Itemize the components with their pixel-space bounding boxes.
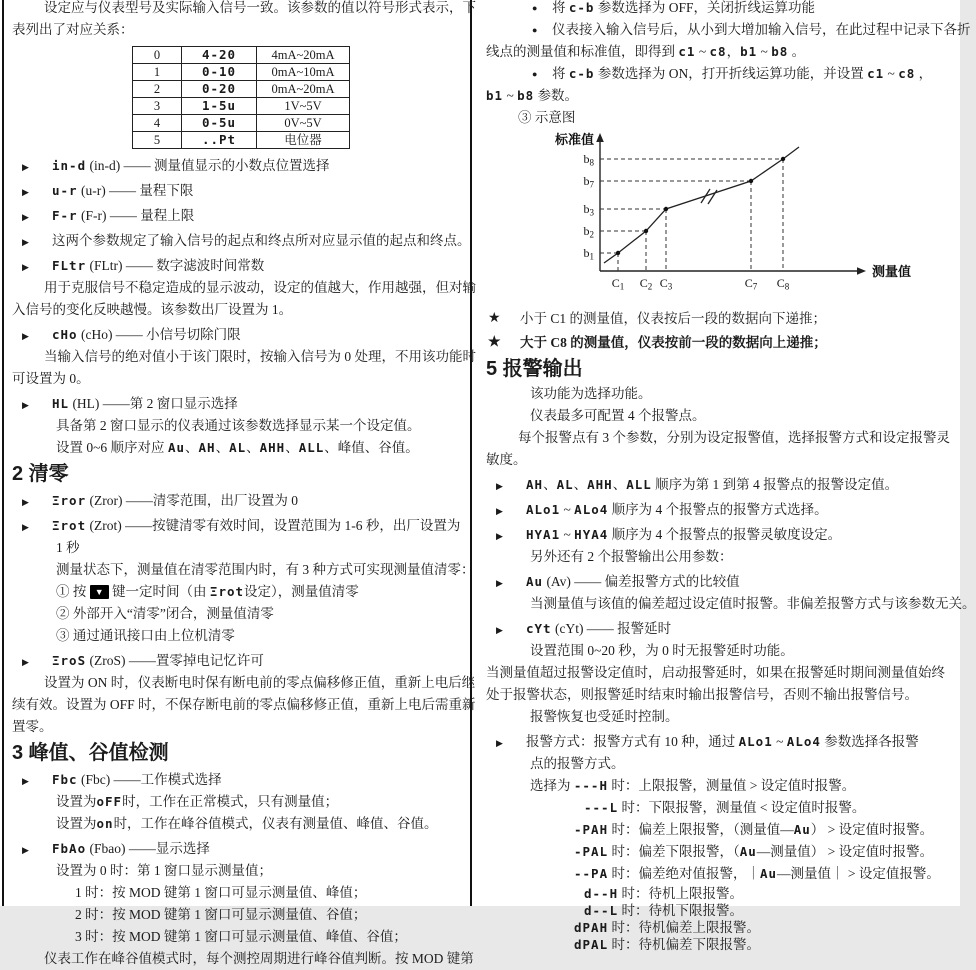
text-line: --PA 时：偏差绝对值报警，｜Au—测量值｜ > 设定值报警。: [574, 866, 940, 881]
list-item: ▶ Ξrot (Zrot) ——按键清零有效时间，设置范围为 1-6 秒，出厂设置为: [12, 515, 466, 537]
signal-symbol-cell: 1-5u: [182, 98, 257, 115]
linearization-chart: [548, 129, 958, 306]
table-cell: 0mA~10mA: [257, 64, 350, 81]
table-row: [133, 64, 350, 81]
page-left-border: [2, 0, 4, 906]
tick-label: $b_2$: [583, 224, 594, 240]
tick-label: $b_3$: [583, 202, 594, 218]
text-line: 设置为 0 时：第 1 窗口显示测量值；: [56, 863, 272, 878]
text-line: 处于报警状态，则报警延时结束时输出报警信号，否则不输出报警信号。: [486, 687, 918, 702]
text-line: 测量状态下，测量值在清零范围内时，有 3 种方式可实现测量值清零：: [56, 562, 475, 577]
text-line: 报警恢复也受延时控制。: [530, 709, 679, 724]
text-line: 置零。: [12, 719, 53, 734]
list-item: ▶ cYt (cYt) —— 报警延时: [486, 618, 958, 640]
signal-symbol-cell: 4-20: [182, 47, 257, 64]
text-line: 设置为oFF时，工作在正常模式，只有测量值；: [56, 794, 339, 809]
text-line: 可设置为 0。: [12, 371, 90, 386]
text-line: ③ 通过通讯接口由上位机清零: [56, 628, 235, 643]
text-line: b1 ~ b8 参数。: [486, 88, 579, 103]
list-item: ▶ 这两个参数规定了输入信号的起点和终点所对应显示值的起点和终点。: [12, 230, 466, 252]
text-line: 3 时：按 MOD 键第 1 窗口可显示测量值、峰值、谷值；: [75, 929, 407, 944]
text-line: 入信号的变化反映越慢。该参数出厂设置为 1。: [12, 302, 293, 317]
triangle-bullet-icon: ▶: [496, 625, 503, 635]
list-item: ● 仪表接入输入信号后，从小到大增加输入信号，在此过程中记录下各折: [486, 19, 958, 41]
table-cell: 4mA~20mA: [257, 47, 350, 64]
text-line: dPAL 时：待机偏差下限报警。: [574, 937, 760, 952]
list-item: ● 将 c-b 参数选择为 ON，打开折线运算功能，并设置 c1 ~ c8 ，: [486, 63, 958, 85]
y-axis-label: 标准值: [554, 132, 594, 147]
text-line: 当输入信号的绝对值小于该门限时，按输入信号为 0 处理，不用该功能时: [44, 349, 476, 364]
triangle-bullet-icon: ▶: [22, 400, 29, 410]
table-cell: 5: [133, 132, 182, 149]
table-row: [133, 98, 350, 115]
tick-label: $C_7$: [744, 276, 758, 292]
text-line: d--H 时：待机上限报警。: [584, 886, 743, 901]
signal-symbol-cell: ..Pt: [182, 132, 257, 149]
signal-symbol-cell: 0-5u: [182, 115, 257, 132]
list-item: ▶ F-r (F-r) —— 量程上限: [12, 205, 466, 227]
text-line: 每个报警点有 3 个参数，分别为设定报警值，选择报警方式和设定报警灵: [518, 430, 950, 445]
signal-symbol-cell: 0-10: [182, 64, 257, 81]
triangle-bullet-icon: ▶: [496, 481, 503, 491]
table-row: [133, 132, 350, 149]
dot-bullet-icon: ●: [532, 3, 538, 13]
signal-symbol-cell: 0-20: [182, 81, 257, 98]
tick-label: $C_8$: [776, 276, 790, 292]
x-axis-label: 测量值: [872, 264, 912, 279]
section-heading: 5 报警输出: [486, 358, 583, 380]
y-axis-arrow-icon: [596, 133, 604, 142]
triangle-bullet-icon: ▶: [496, 531, 503, 541]
list-item: ▶ HYA1 ~ HYA4 顺序为 4 个报警点的报警灵敏度设定。: [486, 524, 958, 546]
triangle-bullet-icon: ▶: [22, 262, 29, 272]
text-line: 仪表工作在峰谷值模式时，每个测控周期进行峰谷值判断。按 MOD 键第: [44, 951, 474, 966]
list-item: ▶ FLtr (FLtr) —— 数字滤波时间常数: [12, 255, 466, 277]
list-item: ▶ Ξror (Zror) ——清零范围，出厂设置为 0: [12, 490, 466, 512]
broken-line-curve: [604, 147, 799, 263]
table-cell: 3: [133, 98, 182, 115]
list-item: ▶ ALo1 ~ ALo4 顺序为 4 个报警点的报警方式选择。: [486, 499, 958, 521]
tick-label: $b_8$: [583, 152, 594, 168]
text-line: 用于克服信号不稳定造成的显示波动，设定的值越大，作用越强，但对输: [44, 280, 476, 295]
text-line: 设定应与仪表型号及实际输入信号一致。该参数的值以符号形式表示，下: [44, 0, 476, 15]
list-item: ▶ HL (HL) ——第 2 窗口显示选择: [12, 393, 466, 415]
table-cell: 1V~5V: [257, 98, 350, 115]
text-line: 另外还有 2 个报警输出公用参数：: [530, 549, 733, 564]
left-column: [12, 0, 476, 966]
right-column: [486, 0, 976, 952]
text-line: 当测量值超过报警设定值时，启动报警延时，如果在报警延时期间测量值始终: [486, 665, 945, 680]
tick-label: $b_7$: [583, 174, 594, 190]
text-line: ① 按 ▼ 键一定时间（由 Ξrot设定），测量值清零: [56, 584, 359, 599]
list-item: ▶ ΞroS (ZroS) ——置零掉电记忆许可: [12, 650, 466, 672]
tick-label: $C_3$: [659, 276, 673, 292]
triangle-bullet-icon: ▶: [22, 212, 29, 222]
list-item: ▶ 报警方式：报警方式有 10 种，通过 ALo1 ~ ALo4 参数选择各报警: [486, 731, 958, 753]
triangle-bullet-icon: ▶: [496, 738, 503, 748]
section-heading: 2 清零: [12, 463, 69, 485]
text-line: 设置范围 0~20 秒，为 0 时无报警延时功能。: [530, 643, 794, 658]
dot-bullet-icon: ●: [532, 69, 538, 79]
list-item: ★ 小于 C1 的测量值，仪表按后一段的数据向下递推；: [486, 308, 958, 330]
triangle-bullet-icon: ▶: [22, 237, 29, 247]
text-line: -PAH 时：偏差上限报警，（测量值—Au） > 设定值时报警。: [574, 822, 934, 837]
list-item: ▶ cHo (cHo) —— 小信号切除门限: [12, 324, 466, 346]
right-column-bottom-text: [486, 308, 976, 953]
triangle-bullet-icon: ▶: [22, 522, 29, 532]
text-line: 敏度。: [486, 452, 527, 467]
list-item: ▶ Fbc (Fbc) ——工作模式选择: [12, 769, 466, 791]
list-item: ▶ u-r (u-r) —— 量程下限: [12, 180, 466, 202]
text-line: 线点的测量值和标准值，即得到 c1 ~ c8，b1 ~ b8 。: [486, 44, 806, 59]
triangle-bullet-icon: ▶: [22, 331, 29, 341]
triangle-bullet-icon: ▶: [22, 162, 29, 172]
tick-label: $b_1$: [583, 246, 594, 262]
text-line: 设置为 ON 时，仪表断电时保有断电前的零点偏移修正值，重新上电后继: [44, 675, 476, 690]
text-line: 该功能为选择功能。: [530, 386, 652, 401]
text-line: 设置 0~6 顺序对应 Au、AH、AL、AHH、ALL、峰值、谷值。: [56, 440, 419, 455]
tick-label: $C_1$: [611, 276, 625, 292]
list-item: ▶ in-d (in-d) —— 测量值显示的小数点位置选择: [12, 155, 466, 177]
table-cell: 电位器: [257, 132, 350, 149]
text-line: ② 外部开入“清零”闭合，测量值清零: [56, 606, 274, 621]
table-cell: 4: [133, 115, 182, 132]
triangle-bullet-icon: ▶: [22, 657, 29, 667]
table-row: [133, 81, 350, 98]
text-line: 选择为 ---H 时：上限报警，测量值 > 设定值时报警。: [530, 778, 856, 793]
dot-bullet-icon: ●: [532, 25, 538, 35]
table-row: [133, 115, 350, 132]
column-divider: [470, 0, 472, 906]
list-item: ▶ Au (Av) —— 偏差报警方式的比较值: [486, 571, 958, 593]
text-line: 1 时：按 MOD 键第 1 窗口可显示测量值、峰值；: [75, 885, 367, 900]
table-cell: 0: [133, 47, 182, 64]
dashed-reference-lines: [600, 159, 783, 271]
table-row: [133, 47, 350, 64]
list-item: ● 将 c-b 参数选择为 OFF，关闭折线运算功能: [486, 0, 958, 19]
text-line: 续有效。设置为 OFF 时，不保存断电前的零点偏移修正值，重新上电后需重新: [12, 697, 476, 712]
down-key-icon: ▼: [90, 585, 109, 599]
text-line: 仪表最多可配置 4 个报警点。: [530, 408, 706, 423]
x-axis-arrow-icon: [857, 267, 866, 275]
text-line: -PAL 时：偏差下限报警，（Au—测量值） > 设定值时报警。: [574, 844, 934, 859]
right-column-top-text: [486, 0, 971, 129]
triangle-bullet-icon: ▶: [496, 578, 503, 588]
triangle-bullet-icon: ▶: [22, 776, 29, 786]
section-heading: 3 峰值、谷值检测: [12, 742, 169, 764]
text-line: ③ 示意图: [518, 110, 576, 125]
text-line: 2 时：按 MOD 键第 1 窗口可显示测量值、谷值；: [75, 907, 367, 922]
data-points: [616, 157, 785, 255]
list-item: ▶ FbAo (Fbao) ——显示选择: [12, 838, 466, 860]
text-line: dPAH 时：待机偏差上限报警。: [574, 920, 760, 935]
text-line: 设置为on时，工作在峰谷值模式，仪表有测量值、峰值、谷值。: [56, 816, 438, 831]
text-line: 点的报警方式。: [530, 756, 625, 771]
table-cell: 0mA~20mA: [257, 81, 350, 98]
text-line: ---L 时：下限报警，测量值 < 设定值时报警。: [584, 800, 866, 815]
text-line: d--L 时：待机下限报警。: [584, 903, 743, 918]
table-cell: 1: [133, 64, 182, 81]
linearization-chart-svg: [548, 129, 948, 301]
triangle-bullet-icon: ▶: [496, 506, 503, 516]
signal-type-table: [132, 46, 350, 149]
triangle-bullet-icon: ▶: [22, 497, 29, 507]
star-bullet-icon: ★: [488, 335, 501, 350]
text-line: 当测量值与该值的偏差超过设定值时报警。非偏差报警方式与该参数无关。: [530, 596, 976, 611]
list-item: ★ 大于 C8 的测量值，仪表按前一段的数据向上递推；: [486, 332, 958, 354]
text-line: 具备第 2 窗口显示的仪表通过该参数选择显示某一个设定值。: [56, 418, 421, 433]
star-bullet-icon: ★: [488, 311, 501, 326]
table-cell: 0V~5V: [257, 115, 350, 132]
text-line: 表列出了对应关系：: [12, 22, 134, 37]
triangle-bullet-icon: ▶: [22, 845, 29, 855]
triangle-bullet-icon: ▶: [22, 187, 29, 197]
list-item: ▶ AH、AL、AHH、ALL 顺序为第 1 到第 4 报警点的报警设定值。: [486, 474, 958, 496]
table-cell: 2: [133, 81, 182, 98]
text-line: 1 秒: [56, 540, 80, 555]
tick-label: $C_2$: [639, 276, 653, 292]
